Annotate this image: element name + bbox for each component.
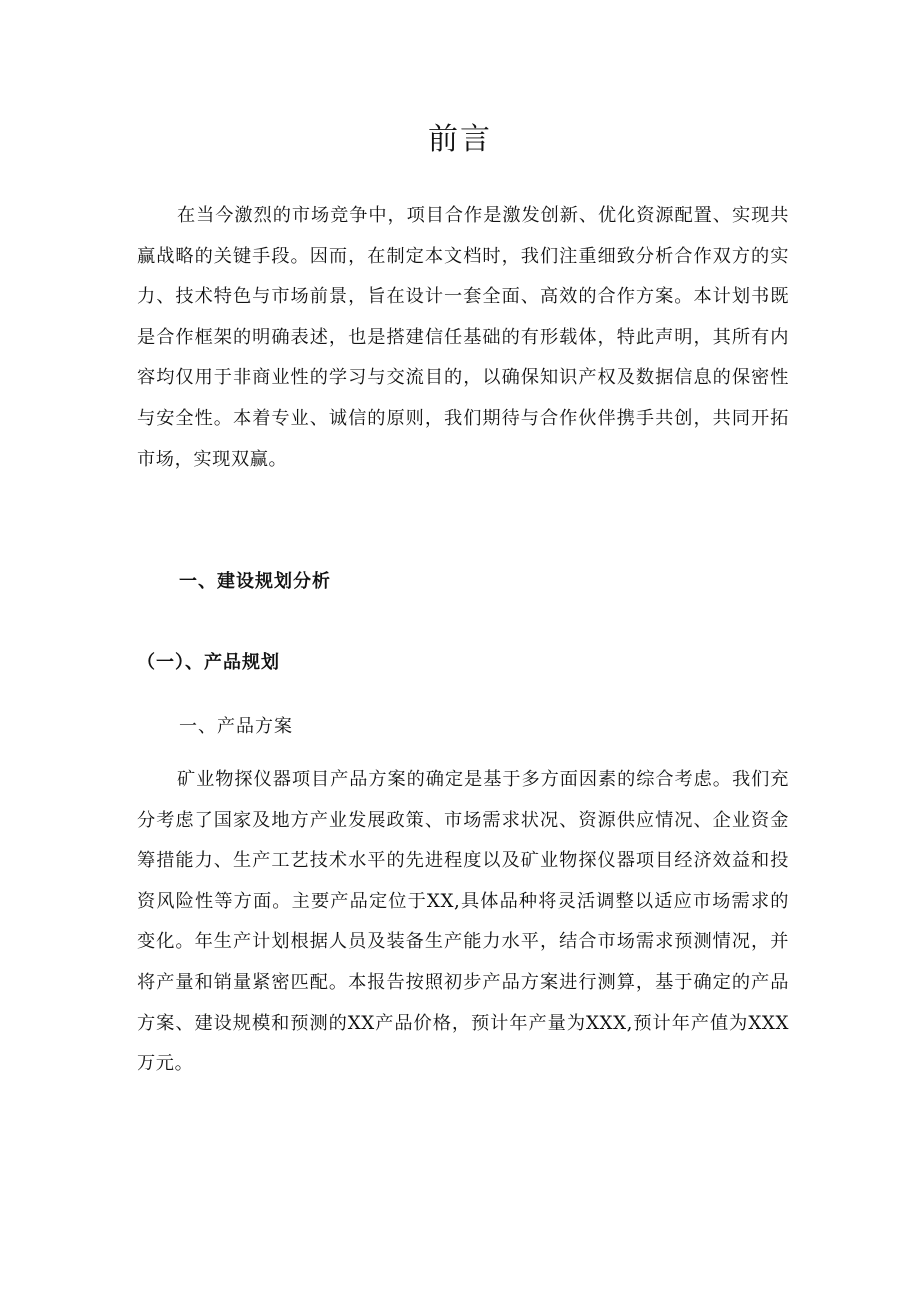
subsection-heading: （一）、产品规划 <box>137 652 280 673</box>
product-plan-paragraph: 矿业物探仪器项目产品方案的确定是基于多方面因素的综合考虑。我们充分考虑了国家及地方产业发展政策、市场需求状况、资源供应情况、企业资金筹措能力、生产工艺技术水平的先进程度以及矿业物探仪器项目经济效益和投资风险性等方面。主要产品定位于XX,具体品种将灵活调整以适应市场需求的变化。年生产计划根据人员及装备生产能力水平，结合市场需求预测情况，并将产量和销量紧密匹配。本报告按照初步产品方案进行测算，基于确定的产品方案、建设规模和预测的XX产品价格，预计年产量为XXX,预计年产值为XXX万元。 <box>137 769 789 1075</box>
section-heading: 一、建设规划分析 <box>179 571 331 592</box>
intro-paragraph: 在当今激烈的市场竞争中，项目合作是激发创新、优化资源配置、实现共赢战略的关键手段。因而，在制定本文档时，我们注重细致分析合作双方的实力、技术特色与市场前景，旨在设计一套全面、高效的合作方案。本计划书既是合作框架的明确表述，也是搭建信任基础的有形载体，特此声明，其所有内容均仅用于非商业性的学习与交流目的，以确保知识产权及数据信息的保密性与安全性。本着专业、诚信的原则，我们期待与合作伙伴携手共创，共同开拓市场，实现双赢。 <box>137 205 789 470</box>
page-title: 前言 <box>428 122 492 157</box>
subsection-label: 一、产品方案 <box>179 716 293 737</box>
